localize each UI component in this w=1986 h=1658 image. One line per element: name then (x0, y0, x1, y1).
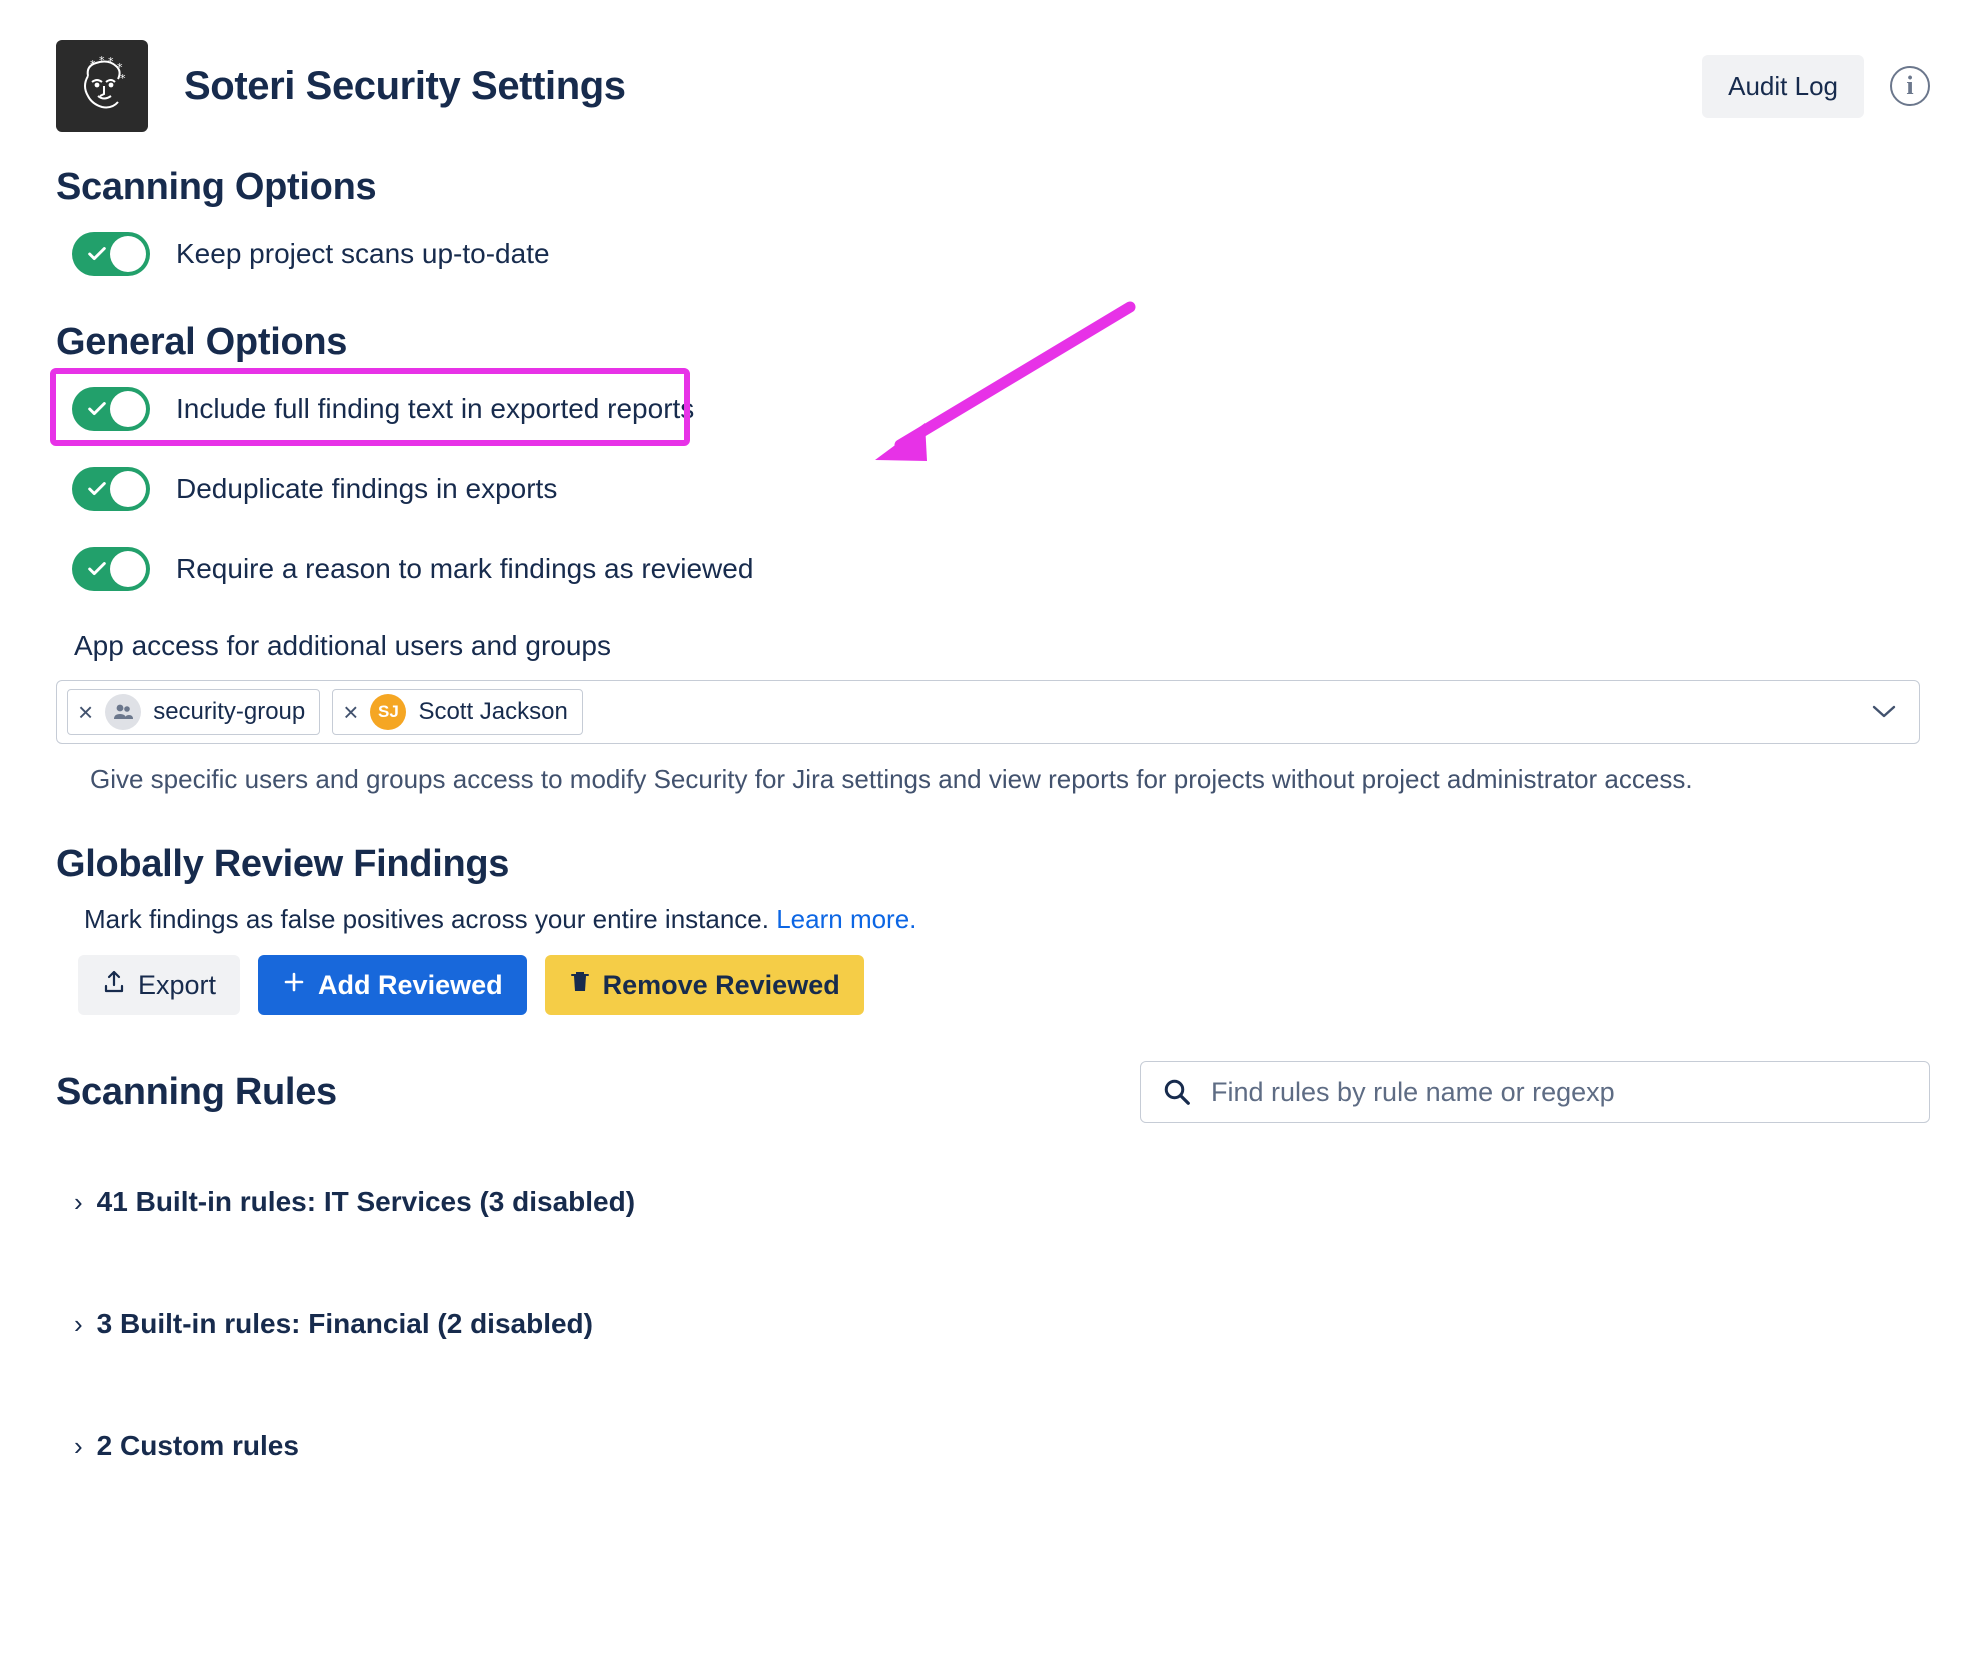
toggle-row-include-full-text (72, 382, 1930, 436)
toggle-row-keep-scans (72, 227, 1930, 281)
check-icon (86, 478, 108, 500)
toggle-keep-project-scans[interactable] (72, 232, 150, 276)
chip-remove-icon[interactable]: × (343, 697, 359, 727)
page-title: Soteri Security Settings (184, 63, 626, 108)
check-icon (86, 398, 108, 420)
plus-icon (282, 970, 306, 1001)
add-reviewed-button[interactable] (258, 955, 527, 1015)
svg-text:*: * (108, 55, 114, 68)
header-actions (1702, 55, 1930, 118)
toggle-knob (110, 391, 146, 427)
toggle-label-require-reason: Require a reason to mark findings as reviewed (176, 553, 754, 584)
scanning-rules-list (56, 1175, 1930, 1473)
rules-search (1140, 1061, 1930, 1123)
export-button-label: Export (138, 969, 217, 1000)
toggle-label-deduplicate-findings: Deduplicate findings in exports (176, 473, 558, 504)
scanning-options-heading: Scanning Options (56, 166, 377, 208)
svg-text:*: * (99, 54, 105, 67)
toggle-label-keep-project-scans: Keep project scans up-to-date (176, 238, 550, 269)
people-icon (111, 700, 135, 724)
check-icon (86, 243, 108, 265)
globally-review-description-text: Mark findings as false positives across your entire instance. (84, 904, 769, 934)
rule-group-label: 3 Built-in rules: Financial (2 disabled) (96, 1308, 593, 1339)
app-access-help-text: Give specific users and groups access to modify Security for Jira settings and view reports for projects without project administrator access. (90, 764, 1693, 794)
avatar: SJ (370, 694, 406, 730)
svg-text:*: * (120, 72, 126, 85)
rule-group-label: 2 Custom rules (96, 1430, 299, 1461)
svg-text:*: * (117, 61, 123, 74)
scanning-rules-header (56, 1061, 1930, 1123)
app-access-select[interactable] (56, 680, 1920, 744)
toggle-row-require-reason (72, 542, 1930, 596)
upload-icon (102, 969, 126, 1002)
rule-group-label: 41 Built-in rules: IT Services (3 disabled) (96, 1186, 636, 1217)
scanning-rules-heading: Scanning Rules (56, 1070, 337, 1113)
add-reviewed-button-label: Add Reviewed (318, 969, 503, 1000)
toggle-knob (110, 471, 146, 507)
learn-more-link[interactable]: Learn more. (776, 904, 917, 934)
search-input[interactable] (1140, 1061, 1930, 1123)
toggle-knob (110, 551, 146, 587)
check-icon (86, 558, 108, 580)
toggle-row-deduplicate (72, 462, 1930, 516)
chevron-right-icon: › (74, 1308, 83, 1339)
toggle-knob (110, 236, 146, 272)
remove-reviewed-button-label: Remove Reviewed (602, 969, 840, 1000)
search-icon (1162, 1077, 1192, 1107)
chip-scott-jackson[interactable] (332, 689, 583, 735)
general-options-heading: General Options (56, 321, 348, 363)
toggle-require-reason[interactable] (72, 547, 150, 591)
info-icon[interactable]: i (1890, 66, 1930, 106)
toggle-include-full-finding-text[interactable] (72, 387, 150, 431)
globally-review-heading: Globally Review Findings (56, 843, 510, 885)
rule-group-custom[interactable] (74, 1419, 1930, 1473)
svg-text:*: * (90, 58, 96, 71)
audit-log-button[interactable]: Audit Log (1702, 55, 1864, 118)
chip-remove-icon[interactable]: × (78, 697, 94, 727)
app-access-label: App access for additional users and groups (74, 630, 611, 661)
remove-reviewed-button[interactable] (545, 955, 864, 1015)
chip-label: Scott Jackson (418, 698, 568, 725)
chevron-down-icon[interactable] (1871, 699, 1897, 725)
chip-security-group[interactable] (67, 689, 320, 735)
rule-group-financial[interactable] (74, 1297, 1930, 1351)
toggle-deduplicate-findings[interactable] (72, 467, 150, 511)
chevron-right-icon: › (74, 1430, 83, 1461)
chip-label: security-group (153, 698, 306, 725)
globally-review-actions (78, 955, 1930, 1015)
trash-icon (569, 970, 591, 1001)
export-button[interactable] (78, 955, 240, 1015)
rule-group-it-services[interactable] (74, 1175, 1930, 1229)
globally-review-description (84, 904, 1930, 935)
chevron-right-icon: › (74, 1186, 83, 1217)
page-header (56, 40, 1930, 132)
toggle-label-include-full-finding-text: Include full finding text in exported reports (176, 393, 695, 424)
group-avatar-icon (105, 694, 141, 730)
soteri-face-logo-icon (56, 40, 148, 132)
